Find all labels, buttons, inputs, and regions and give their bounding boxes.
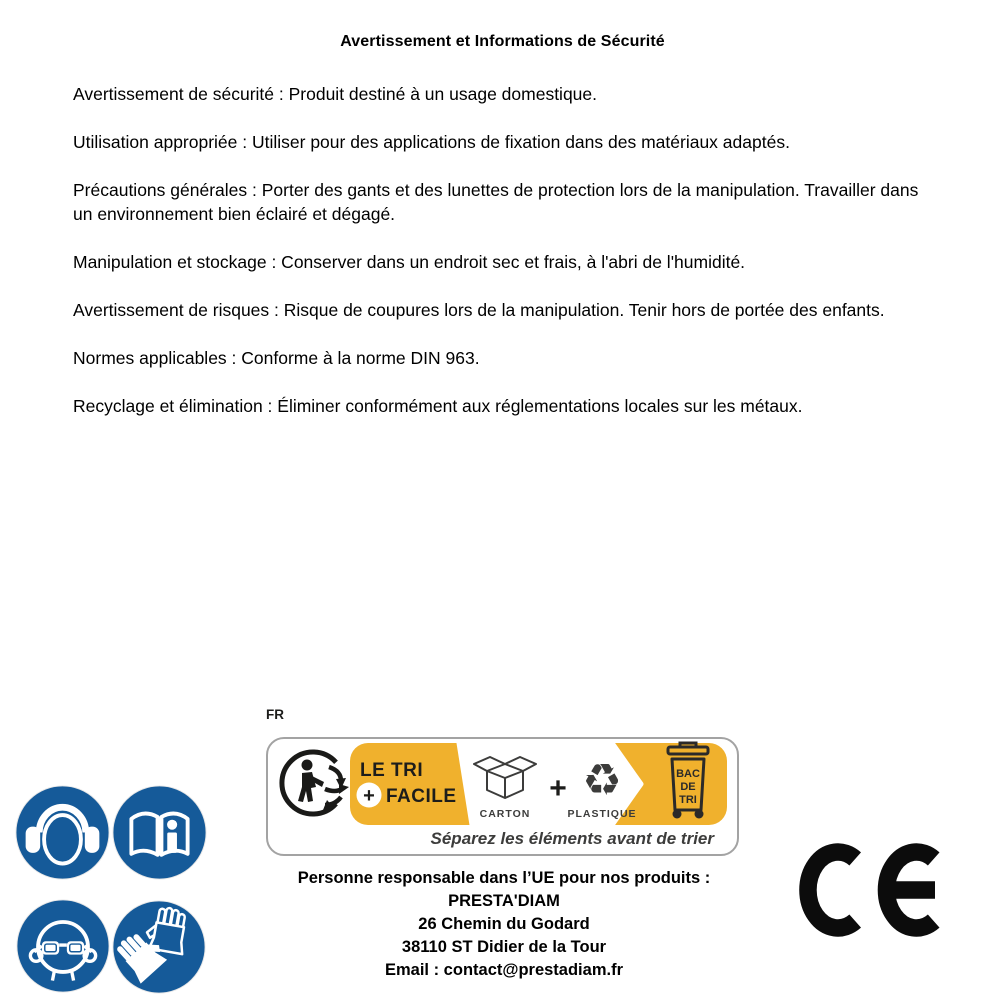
ce-marking — [795, 840, 975, 955]
read-instruction-manual-icon — [111, 784, 208, 881]
ce-marking-icon — [795, 840, 975, 950]
country-code-label: FR — [266, 707, 284, 722]
safety-paragraph-risks: Avertissement de risques : Risque de coupures lors de la manipulation. Tenir hors de portée des enfants. — [73, 300, 885, 320]
recycling-triangle-icon: ♻ — [582, 755, 622, 806]
info-tri-label-graphic — [265, 735, 741, 858]
safety-paragraph-usage: Utilisation appropriée : Utiliser pour des applications de fixation dans des matériaux adaptés. — [73, 132, 790, 152]
safety-paragraph-warning: Avertissement de sécurité : Produit destiné à un usage domestique. — [73, 84, 598, 104]
safety-paragraph-storage: Manipulation et stockage : Conserver dans un endroit sec et frais, à l'abri de l'humidité. — [73, 252, 746, 272]
safety-paragraphs — [73, 82, 933, 442]
headline-line1: LE TRI — [360, 760, 424, 781]
bin-text-line1: BAC — [676, 768, 700, 780]
info-tri-label — [265, 735, 741, 863]
safety-paragraph-recycling: Recyclage et élimination : Éliminer conformément aux réglementations locales sur les métaux. — [73, 396, 803, 416]
safety-paragraph-standards: Normes applicables : Conforme à la norme DIN 963. — [73, 348, 480, 368]
responsible-company-name: PRESTA'DIAM — [448, 892, 560, 910]
materials-separator: + — [549, 772, 567, 805]
sorting-instruction: Séparez les éléments avant de trier — [430, 829, 714, 848]
headline-line2: FACILE — [386, 786, 457, 807]
responsible-line-intro: Personne responsable dans l’UE pour nos produits : — [297, 869, 711, 887]
headline-plus: + — [363, 785, 375, 807]
wear-protective-gloves-icon — [111, 899, 207, 995]
wear-ear-protection-icon — [14, 784, 111, 881]
wear-eye-protection-icon — [15, 898, 111, 994]
bin-text-line2: DE — [680, 781, 696, 793]
page-title: Avertissement et Informations de Sécurité — [340, 33, 665, 50]
bin-text-line3: TRI — [679, 794, 697, 806]
responsible-address-street: 26 Chemin du Godard — [418, 915, 590, 933]
responsible-email: Email : contact@prestadiam.fr — [385, 961, 623, 979]
material-label-plastique: PLASTIQUE — [567, 808, 637, 820]
material-label-carton: CARTON — [479, 808, 531, 820]
responsible-address-city: 38110 ST Didier de la Tour — [401, 938, 607, 956]
safety-paragraph-precautions: Précautions générales : Porter des gants et des lunettes de protection lors de la manipulation. Travailler dans un environnement bien éclairé et dégagé. — [73, 180, 919, 224]
responsible-person-block — [254, 867, 754, 982]
